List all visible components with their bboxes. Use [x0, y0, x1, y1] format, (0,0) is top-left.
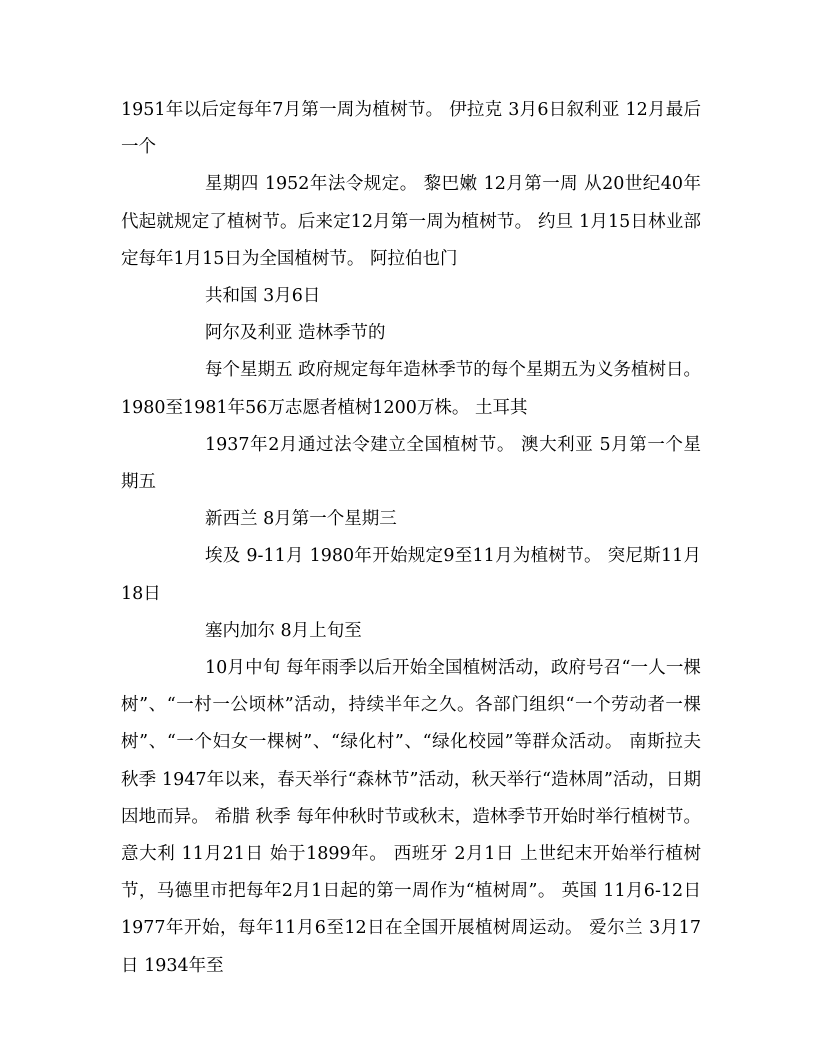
document-body — [121, 92, 701, 985]
paragraph-5: 每个星期五 政府规定每年造林季节的每个星期五为义务植树日。1980至1981年56万志愿者植树1200万株。 土耳其 — [121, 360, 701, 418]
paragraph-2: 星期四 1952年法令规定。 黎巴嫩 12月第一周 从20世纪40年代起就规定了植树节。后来定12月第一周为植树节。 约旦 1月15日林业部定每年1月15日为全国植树节。 阿拉伯也门 — [121, 174, 701, 269]
paragraph-6: 1937年2月通过法令建立全国植树节。 澳大利亚 5月第一个星期五 — [121, 434, 701, 493]
paragraph-10: 10月中旬 每年雨季以后开始全国植树活动，政府号召“一人一棵树”、“一村一公顷林”活动，持续半年之久。各部门组织“一个劳动者一棵树”、“一个妇女一棵树”、“绿化村”、“绿化校园”等群众活动。 南斯拉夫 秋季 1947年以来，春天举行“森林节”活动，秋天举行“造林周”活动，日期因地而异。 希腊 秋季 每年仲秋时节或秋末，造林季节开始时举行植树节。 意大利 11月21日 始于1899年。 西班牙 2月1日 上世纪末开始举行植树节，马德里市把每年2月1日起的第一周作为“植树周”。 英国 11月6-12日 1977年开始，每年11月6至12日在全国开展植树周运动。 爱尔兰 3月17日 1934年至 — [121, 658, 701, 976]
paragraph-3: 共和国 3月6日 — [205, 286, 321, 307]
paragraph-4: 阿尔及利亚 造林季节的 — [205, 323, 386, 344]
paragraph-8: 埃及 9-11月 1980年开始规定9至11月为植树节。 突尼斯11月18日 — [121, 546, 701, 604]
paragraph-1: 1951年以后定每年7月第一周为植树节。 伊拉克 3月6日叙利亚 12月最后一个 — [121, 100, 701, 158]
paragraph-7: 新西兰 8月第一个星期三 — [205, 509, 397, 530]
paragraph-9: 塞内加尔 8月上旬至 — [205, 620, 362, 641]
